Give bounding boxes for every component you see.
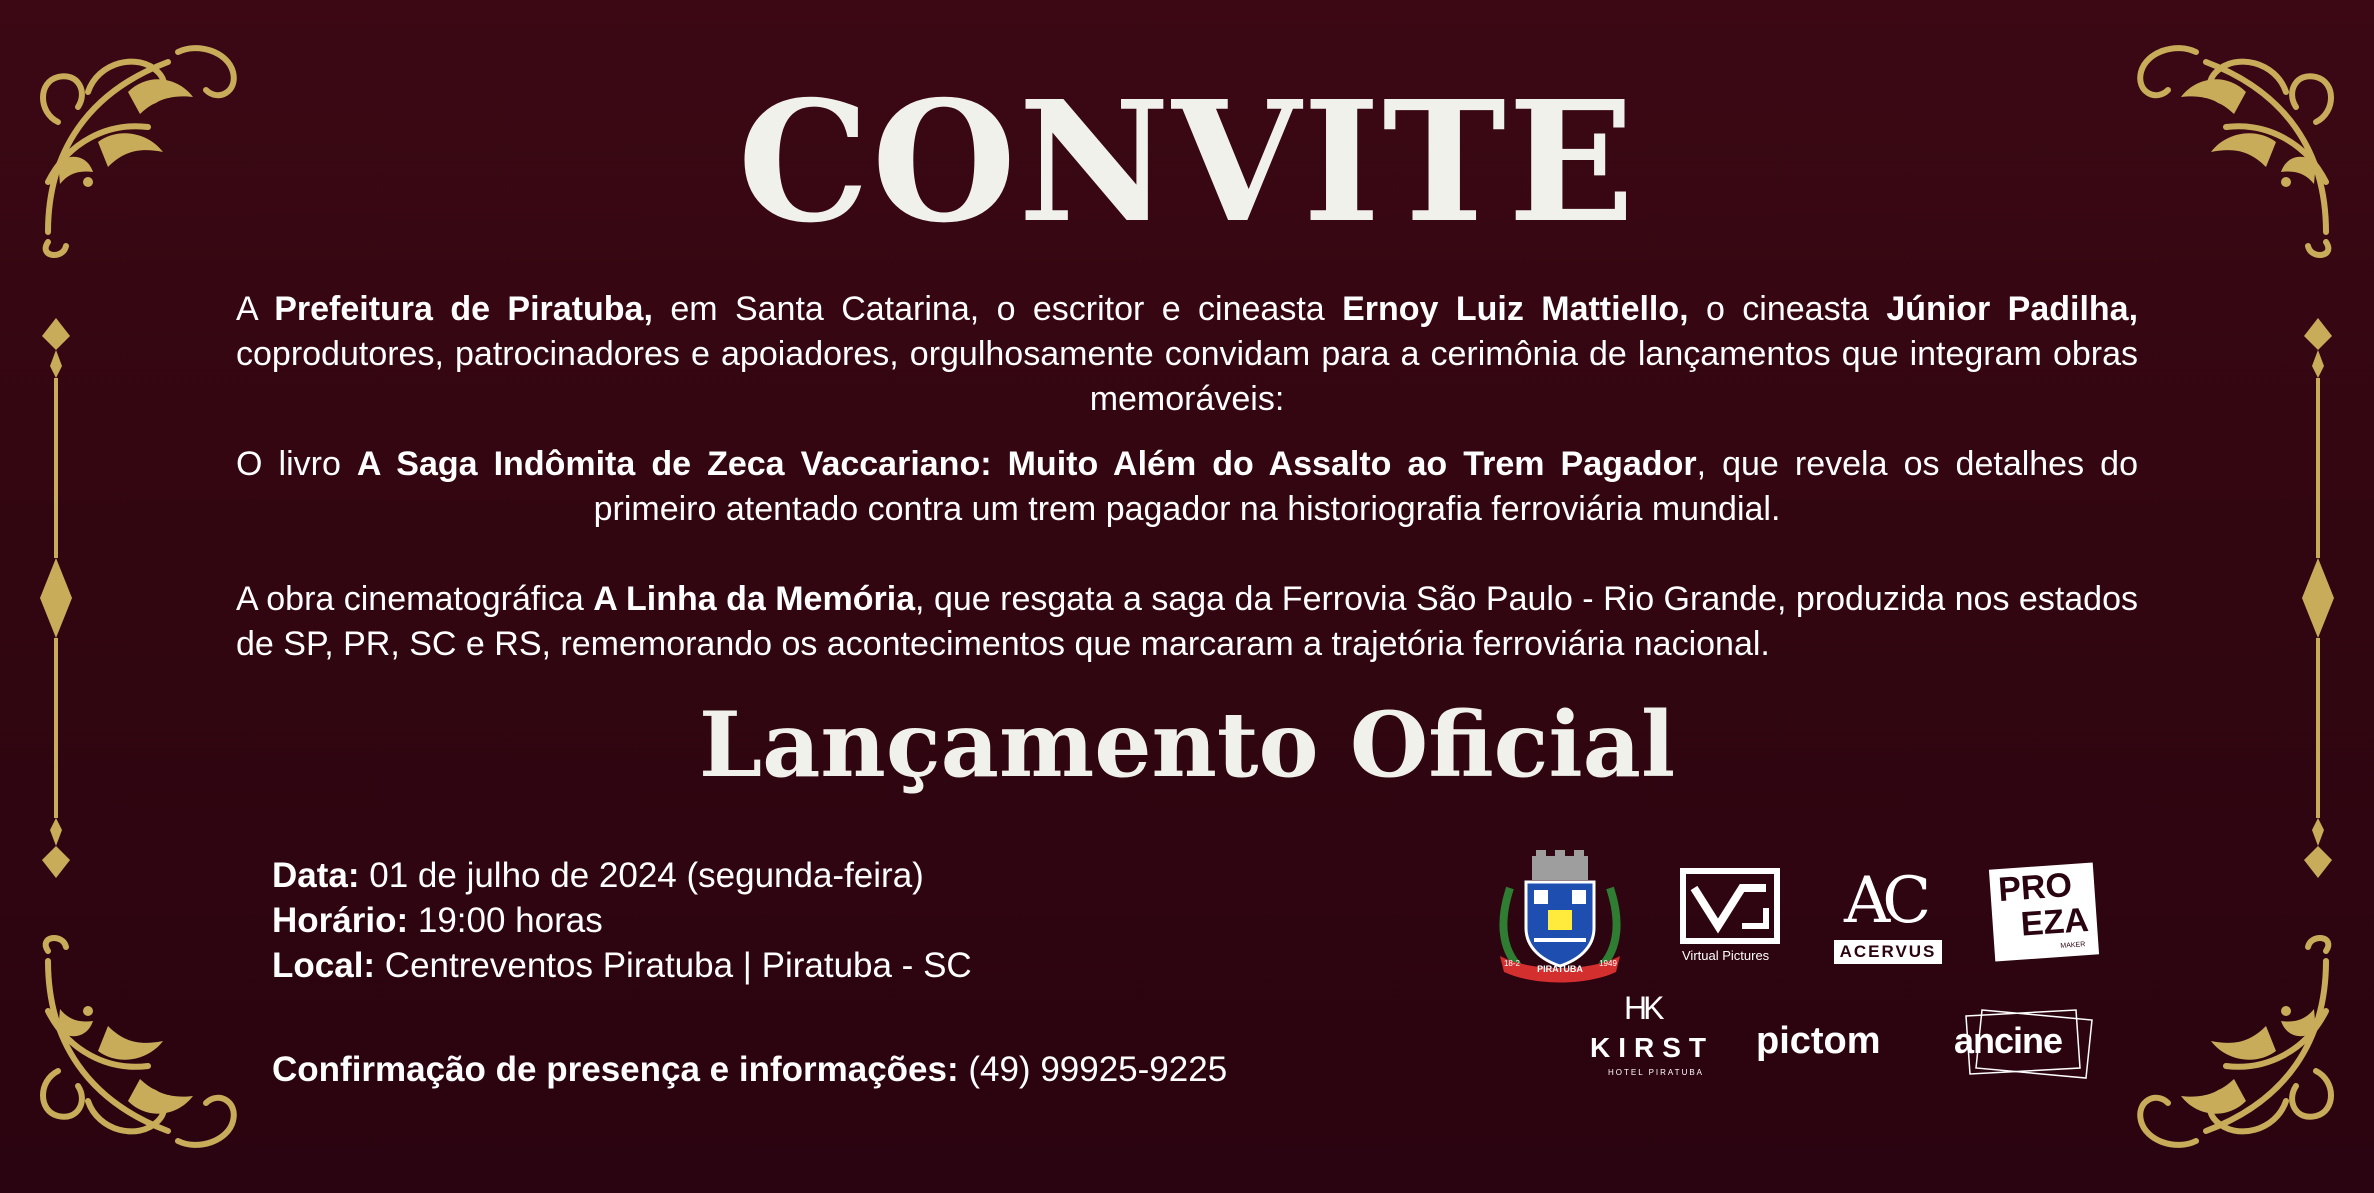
pictom-label: pictom: [1756, 1020, 1881, 1062]
film-rest: , que resgata a saga da Ferrovia São Paulo - Rio Grande, produzida nos estados de SP, PR, SC e RS, rememorando os acontecimentos que marcaram a trajetória ferroviária nacional.: [236, 580, 2138, 663]
film-paragraph: [236, 577, 2138, 667]
ancine-logo: [1952, 1006, 2102, 1082]
crest-year-right: 1949: [1599, 959, 1617, 968]
acervus-label: ACERVUS: [1834, 940, 1942, 964]
crest-banner-text: PIRATUBA: [1537, 964, 1583, 974]
confirmation-label: Confirmação de presença e informações:: [272, 1050, 959, 1089]
proeza-logo: [1992, 866, 2096, 962]
corner-ornament-icon: [28, 931, 258, 1161]
kirst-sub-label: HOTEL PIRATUBA: [1608, 1068, 1705, 1077]
kirst-mark: HK: [1624, 990, 1661, 1026]
acervus-logo: [1834, 864, 1944, 970]
event-details: [272, 853, 972, 988]
virtual-pictures-label: Virtual Pictures: [1682, 948, 1770, 963]
place-value: Centreventos Piratuba | Piratuba - SC: [375, 946, 972, 985]
date-value: 01 de julho de 2024 (segunda-feira): [359, 856, 924, 895]
intro-rest: coprodutores, patrocinadores e apoiadores, orgulhosamente convidam para a cerimônia de lançamentos que integram obras memoráveis:: [236, 335, 2138, 418]
film-title: A Linha da Memória: [593, 580, 916, 618]
intro-junior: Júnior Padilha,: [1886, 290, 2139, 328]
book-paragraph: [236, 442, 2138, 532]
time-label: Horário:: [272, 901, 409, 940]
proeza-bottom-text: EZA: [2019, 900, 2090, 944]
acervus-mark: AC: [1844, 864, 1924, 938]
proeza-top-text: PRO: [1997, 866, 2074, 910]
date-row: [272, 853, 972, 898]
book-prefix: O livro: [236, 445, 357, 483]
book-title: A Saga Indômita de Zeca Vaccariano: Muito Além do Assalto ao Trem Pagador: [356, 445, 1697, 483]
intro-ernoy: Ernoy Luiz Mattiello,: [1342, 290, 1689, 328]
confirmation-phone: (49) 99925-9225: [958, 1050, 1228, 1089]
book-rest: , que revela os detalhes do primeiro atentado contra um trem pagador na historiografia ferroviária mundial.: [593, 445, 2138, 528]
intro-paragraph: [236, 287, 2138, 422]
piratuba-crest-logo: [1490, 848, 1630, 988]
launch-subtitle: Lançamento Oficial: [698, 692, 1676, 798]
intro-mid1: em Santa Catarina, o escritor e cineasta: [652, 290, 1343, 328]
place-label: Local:: [272, 946, 376, 985]
corner-ornament-icon: [2116, 931, 2346, 1161]
virtual-pictures-mark-icon: [1680, 868, 1780, 944]
time-value: 19:00 horas: [408, 901, 603, 940]
film-prefix: A obra cinematográfica: [236, 580, 594, 618]
side-ornament-icon: [2298, 318, 2338, 878]
confirmation-row: [272, 1047, 1227, 1092]
proeza-badge: [1989, 862, 2099, 961]
kirst-label: KIRST: [1590, 1032, 1714, 1063]
page-title: CONVITE: [737, 65, 1637, 260]
date-label: Data:: [272, 856, 360, 895]
proeza-small-text: MAKER: [2060, 941, 2086, 950]
intro-mid2: o cineasta: [1688, 290, 1887, 328]
ancine-label: ancine: [1954, 1020, 2063, 1061]
place-row: [272, 943, 972, 988]
crest-year-left: 18-2: [1503, 959, 1521, 968]
time-row: [272, 898, 972, 943]
pictom-logo: [1756, 1020, 1916, 1070]
intro-prefix: A: [236, 290, 275, 328]
virtual-pictures-logo: [1680, 868, 1786, 968]
kirst-logo: [1588, 990, 1714, 1090]
intro-prefeitura: Prefeitura de Piratuba,: [274, 290, 653, 328]
side-ornament-icon: [36, 318, 76, 878]
